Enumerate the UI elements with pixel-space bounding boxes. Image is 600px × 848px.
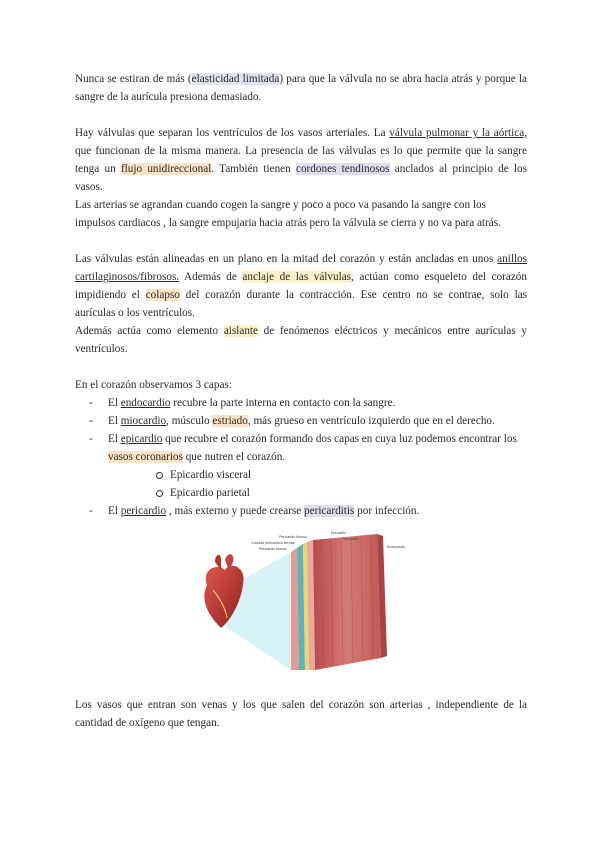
label-pericardio-seroso: Pericardio seroso (259, 547, 287, 551)
paragraph-arteries: Las arterias se agrandan cuando cogen la sangre y poco a poco va pasando la sangre con los impulsos cardiacos , la sangre empujaria hacia atrás pero la válvula se cierra y no va para atrás. (75, 199, 501, 229)
list-item-miocardio: - El miocardio, músculo estriado, más grueso en ventrículo izquierdo que en el derecho. (75, 412, 527, 430)
document-page (75, 70, 527, 732)
underline-valvula-pulmonar: válvula pulmonar y la aórtica, (389, 127, 527, 139)
highlight-colapso: colapso (145, 289, 180, 301)
highlight-cordones: cordones tendinosos (296, 163, 390, 175)
paragraph-valves-arterial: Hay válvulas que separan los ventrículos de los vasos arteriales. La válvula pulmonar y la aórtica, que funcionan de la misma manera. La presencia de las válvulas es lo que permite que la sangre tenga un flujo unidireccional. También tienen cordones tendinosos anclados al principio de los vasos. (75, 127, 527, 193)
highlight-vasos-coronarios: vasos coronarios (108, 451, 183, 463)
highlight-anclaje: anclaje de las válvulas (242, 271, 352, 283)
paragraph-layers-intro: En el corazón observamos 3 capas: (75, 379, 232, 391)
list-item-endocardio: - El endocardio recubre la parte interna en contacto con la sangre. (75, 394, 527, 412)
sublist-item-visceral: Epicardio visceral (156, 466, 527, 484)
label-pericardio-fibroso: Pericardio fibroso (279, 535, 307, 539)
label-endocardio: Endocardio (387, 545, 406, 549)
heart-wall-diagram (191, 530, 421, 680)
highlight-pericarditis: pericarditis (304, 505, 355, 517)
heart-wall-figure (75, 530, 527, 682)
label-epicardio: Epicardio (331, 531, 346, 535)
sublist-item-parietal: Epicardio parietal (156, 484, 527, 502)
wall-section (291, 534, 387, 670)
label-cavidad: Cavidad pericárdica serosa (251, 541, 295, 545)
list-item-pericardio: - El pericardio , más externo y puede crearse pericarditis por infección. (75, 502, 527, 520)
highlight-aislante: aislante (223, 325, 258, 337)
underline-anillos: anillos cartilaginosos/fibrosos. (75, 253, 527, 283)
highlight-estriado: estriado (212, 415, 248, 427)
paragraph-vessels: Los vasos que entran son venas y los que salen del corazón son arterias , independiente de la cantidad de oxígeno que tengan. (75, 699, 527, 729)
label-miocardio: Miocardio (343, 537, 359, 541)
highlight-flujo: flujo unidireccional (120, 163, 212, 175)
highlight-elasticidad: elasticidad limitada (191, 73, 280, 85)
epicardio-sublist (108, 466, 527, 502)
paragraph-valves-plane: Las válvulas están alineadas en un plano en la mitad del corazón y están ancladas en unos anillos cartilaginosos/fibrosos. Además de anclaje de las válvulas, actúan como esqueleto del corazón impidiendo el colapso del corazón durante la contracción. Ese centro no se contrae, solo las aurículas o los ventrículos. (75, 253, 527, 319)
paragraph-elasticity: Nunca se estiran de más (elasticidad limitada) para que la válvula no se abra hacia atrás y porque la sangre de la aurícula presiona demasiado. (75, 73, 528, 103)
paragraph-insulator: Además actúa como elemento aislante de fenómenos eléctricos y mecánicos entre aurículas y ventrículos. (75, 325, 527, 355)
layers-list (75, 394, 527, 520)
list-item-epicardio: - El epicardio que recubre el corazón formando dos capas en cuya luz podemos encontrar los vasos coronarios que nutren el corazón. Epicardio visceral Epicardio parietal (75, 430, 527, 502)
